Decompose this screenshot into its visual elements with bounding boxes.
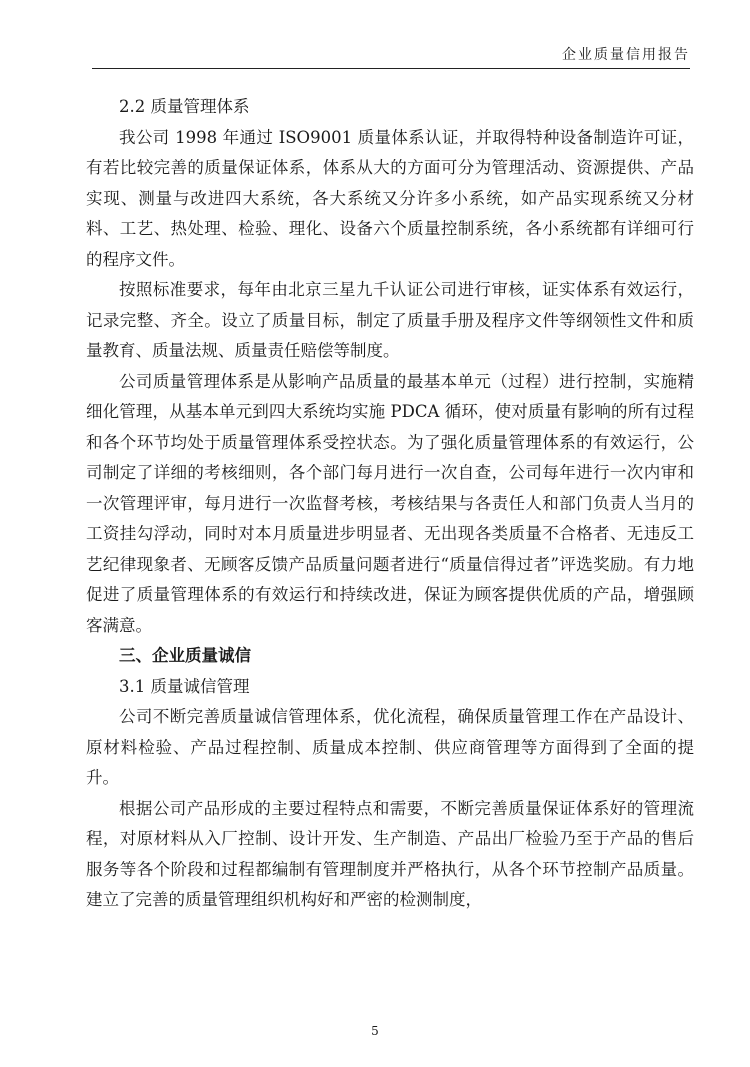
paragraph-3: 公司质量管理体系是从影响产品质量的最基本单元（过程）进行控制，实施精细化管理，从基本单元到四大系统均实施 PDCA 循环，使对质量有影响的所有过程和各个环节均处于质量管理体系受控状态。为了强化质量管理体系的有效运行，公司制定了详细的考核细则，各个部门每月进行一次自查，公司每年进行一次内审和一次管理评审，每月进行一次监督考核，考核结果与各责任人和部门负责人当月的工资挂勾浮动，同时对本月质量进步明显者、无出现各类质量不合格者、无违反工艺纪律现象者、无顾客反馈产品质量问题者进行“质量信得过者”评选奖励。有力地促进了质量管理体系的有效运行和持续改进，保证为顾客提供优质的产品，增强顾客满意。 — [86, 371, 694, 635]
header-title: 企业质量信用报告 — [562, 47, 690, 63]
section-2-2-heading: 2.2 质量管理体系 — [119, 97, 250, 116]
running-header — [92, 42, 690, 69]
section-3-heading: 三、企业质量诚信 — [119, 646, 251, 665]
paragraph-5: 根据公司产品形成的主要过程特点和需要，不断完善质量保证体系好的管理流程，对原材料从入厂控制、设计开发、生产制造、产品出厂检验乃至于产品的售后服务等各个阶段和过程都编制有管理制度并严格执行，从各个环节控制产品质量。建立了完善的质量管理组织机构好和严密的检测制度， — [86, 798, 694, 909]
page-number: 5 — [371, 1024, 379, 1038]
paragraph-1: 我公司 1998 年通过 ISO9001 质量体系认证，并取得特种设备制造许可证，有若比较完善的质量保证体系，体系从大的方面可分为管理活动、资源提供、产品实现、测量与改进四大系统，各大系统又分许多小系统，如产品实现系统又分材料、工艺、热处理、检验、理化、设备六个质量控制系统，各小系统都有详细可行的程序文件。 — [86, 127, 694, 269]
paragraph-2: 按照标准要求，每年由北京三星九千认证公司进行审核，证实体系有效运行，记录完整、齐全。设立了质量目标，制定了质量手册及程序文件等纲领性文件和质量教育、质量法规、质量责任赔偿等制度。 — [86, 280, 694, 360]
paragraph-4: 公司不断完善质量诚信管理体系，优化流程，确保质量管理工作在产品设计、原材料检验、产品过程控制、质量成本控制、供应商管理等方面得到了全面的提升。 — [86, 707, 694, 787]
body-content — [86, 92, 694, 916]
section-3-1-heading: 3.1 质量诚信管理 — [119, 676, 250, 696]
